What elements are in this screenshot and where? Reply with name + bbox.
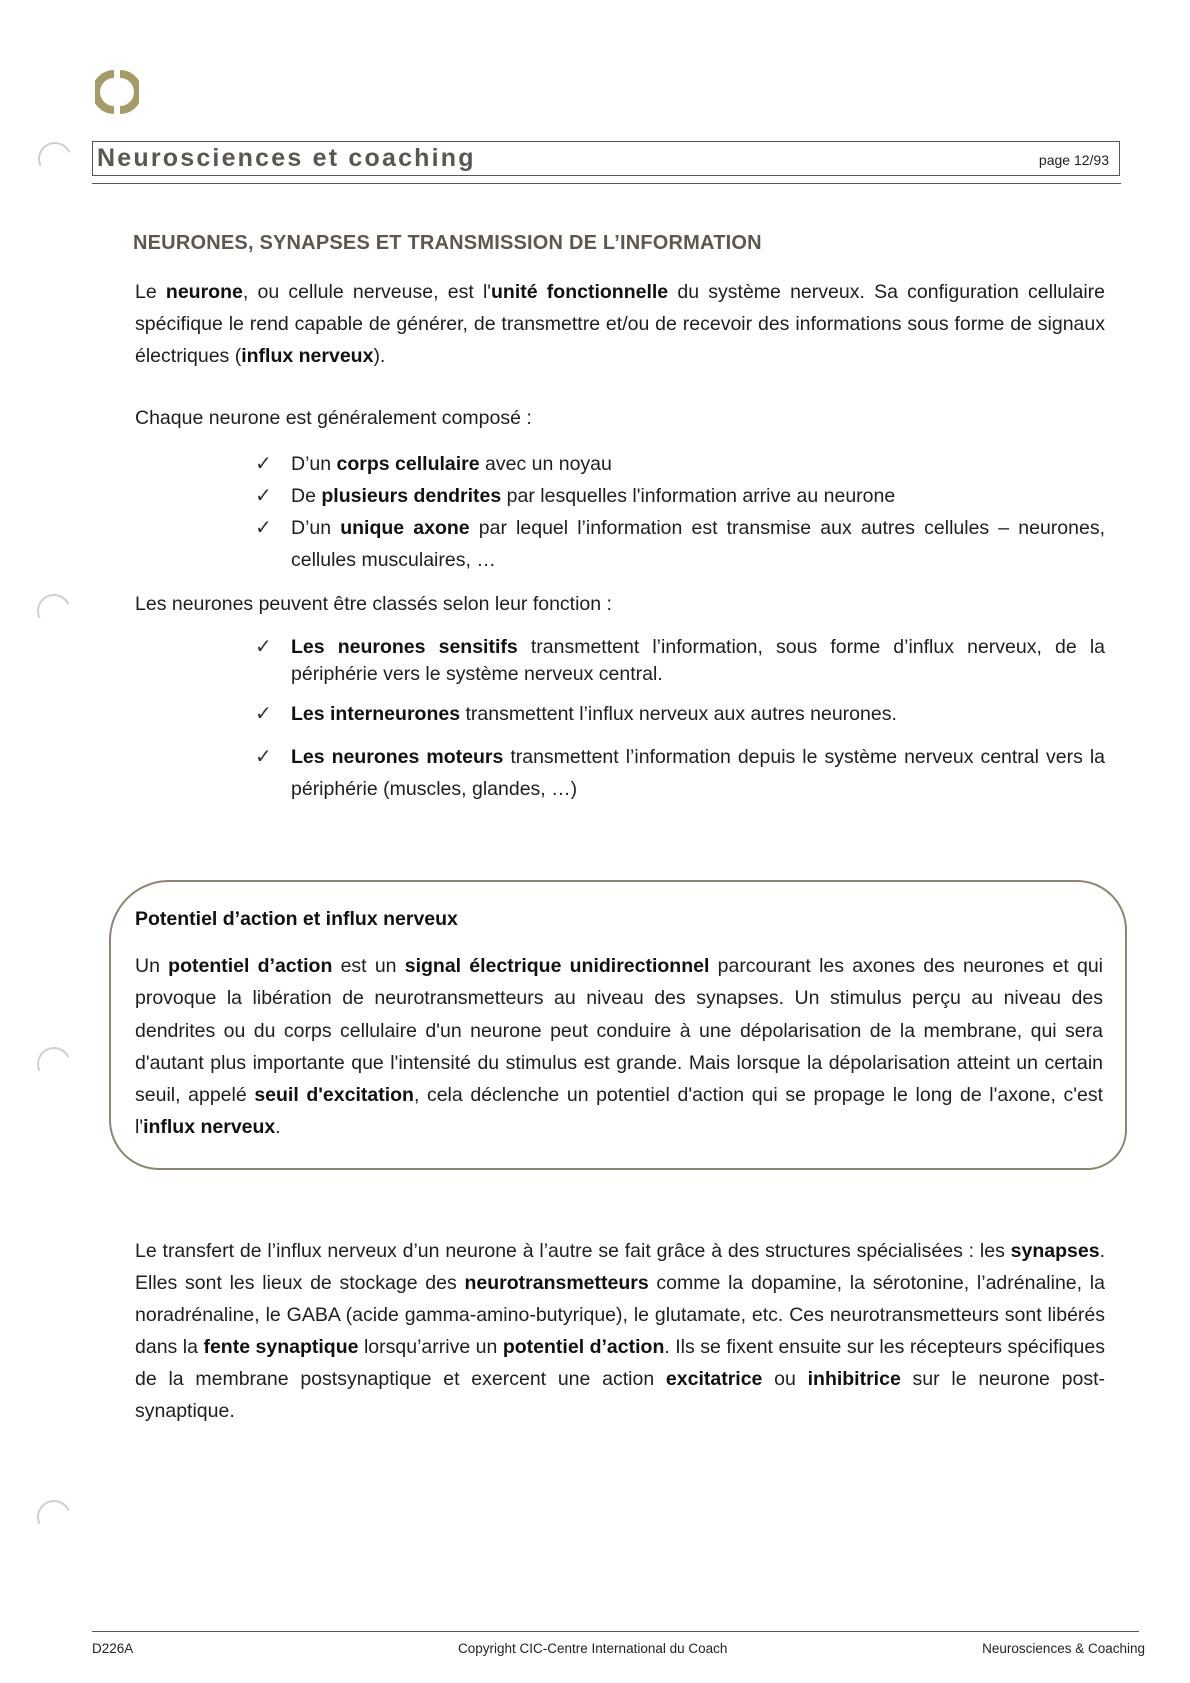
- synapse-paragraph: Le transfert de l’influx nerveux d’un neurone à l’autre se fait grâce à des structures spécialisées : les synapses. Elles sont les lieux de stockage des neurotransmetteurs comme la dopamine, la sérotonine, l’adrénaline, la noradrénaline, le GABA (acide gamma-amino-butyrique), le glutamate, etc. Ces neurotransmetteurs sont libérés dans la fente synaptique lorsqu’arrive un potentiel d’action. Ils se fixent ensuite sur les récepteurs spécifiques de la membrane postsynaptique et exercent une action excitatrice ou inhibitrice sur le neurone post-synaptique.: [135, 1240, 1105, 1422]
- action-potential-callout: [109, 880, 1127, 1170]
- footer-copyright: Copyright CIC-Centre International du Coach: [458, 1641, 728, 1656]
- list-item: ✓ Les neurones moteurs transmettent l’information depuis le système nerveux central vers la périphérie (muscles, glandes, …): [255, 741, 1105, 805]
- cic-ring-logo-icon: [95, 70, 139, 114]
- punch-hole-mark: [32, 1495, 76, 1539]
- classification-list: [255, 634, 1105, 805]
- classification-lead: Les neurones peuvent être classés selon leur fonction :: [135, 593, 612, 615]
- page-number: page 12/93: [1038, 152, 1109, 168]
- list-item: ✓ D’un corps cellulaire avec un noyau: [255, 448, 1105, 480]
- checkmark-icon: ✓: [255, 636, 272, 658]
- checkmark-icon: ✓: [255, 517, 272, 539]
- section-title: NEURONES, SYNAPSES ET TRANSMISSION DE L’INFORMATION: [133, 232, 762, 254]
- list-item: ✓ Les interneurones transmettent l’influx nerveux aux autres neurones.: [255, 701, 1105, 728]
- checkmark-icon: ✓: [255, 703, 272, 725]
- list-item: ✓ Les neurones sensitifs transmettent l’information, sous forme d’influx nerveux, de la périphérie vers le système nerveux central.: [255, 636, 1105, 685]
- header-divider: [92, 183, 1121, 184]
- page-header: [92, 141, 1120, 176]
- composition-list: [255, 448, 1105, 576]
- footer-code: D226A: [92, 1641, 134, 1656]
- callout-body: Un potentiel d’action est un signal électrique unidirectionnel parcourant les axones des neurones et qui provoque la libération de neurotransmetteurs au niveau des synapses. Un stimulus perçu au niveau des dendrites ou du corps cellulaire d'un neurone peut conduire à une dépolarisation de la membrane, qui sera d'autant plus importante que l'intensité du stimulus est grande. Mais lorsque la dépolarisation atteint un certain seuil, appelé seuil d'excitation, cela déclenche un potentiel d'action qui se propage le long de l'axone, c'est l'influx nerveux.: [135, 955, 1103, 1139]
- punch-hole-mark: [32, 1042, 76, 1086]
- footer-document-name: Neurosciences & Coaching: [982, 1641, 1145, 1656]
- footer-divider: [92, 1631, 1139, 1632]
- composition-lead: Chaque neurone est généralement composé :: [135, 407, 532, 429]
- punch-hole-mark: [32, 589, 76, 633]
- list-item: ✓ D’un unique axone par lequel l’information est transmise aux autres cellules – neurones, cellules musculaires, …: [255, 512, 1105, 576]
- checkmark-icon: ✓: [255, 746, 272, 768]
- checkmark-icon: ✓: [255, 453, 272, 475]
- list-item: ✓ De plusieurs dendrites par lesquelles l'information arrive au neurone: [255, 480, 1105, 512]
- punch-hole-mark: [33, 137, 77, 181]
- document-title: Neurosciences et coaching: [97, 144, 476, 172]
- checkmark-icon: ✓: [255, 485, 272, 507]
- intro-paragraph: Le neurone, ou cellule nerveuse, est l'unité fonctionnelle du système nerveux. Sa configuration cellulaire spécifique le rend capable de générer, de transmettre et/ou de recevoir des informations sous forme de signaux électriques (influx nerveux).: [135, 281, 1105, 367]
- callout-title: Potentiel d’action et influx nerveux: [135, 908, 458, 930]
